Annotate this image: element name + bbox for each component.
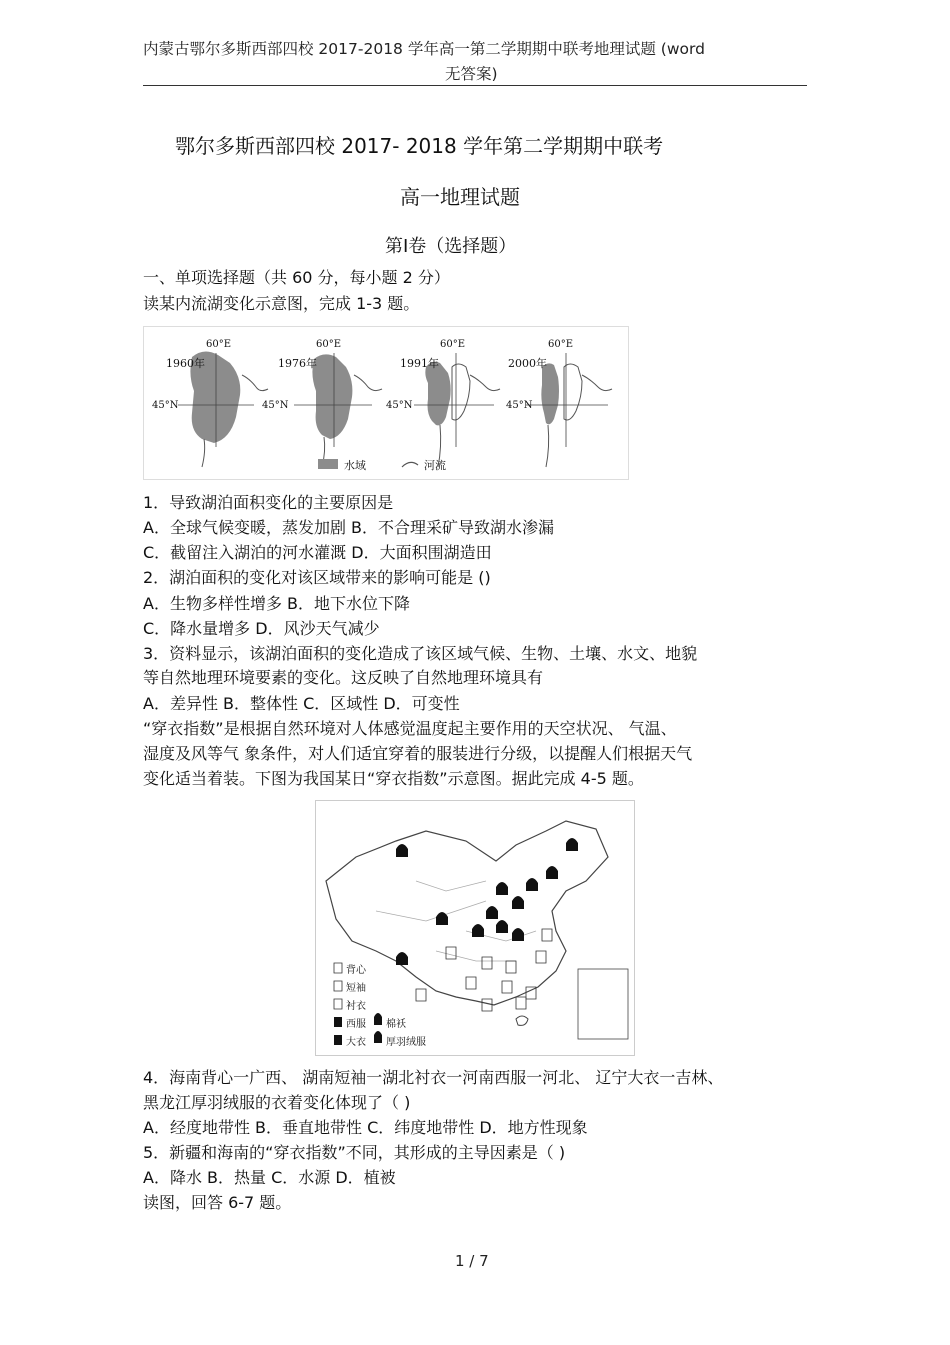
- question-4-line-2: 黑龙江厚羽绒服的衣着变化体现了（ ): [143, 1093, 411, 1112]
- panel-lon-1976: 60°E: [316, 339, 342, 350]
- panel-year-1976: 1976年: [278, 357, 317, 370]
- panel-year-1960: 1960年: [166, 357, 205, 370]
- question-5: 5．新疆和海南的“穿衣指数”不同，其形成的主导因素是（ ): [143, 1143, 566, 1162]
- panel-year-2000: 2000年: [508, 357, 547, 370]
- question-3-line-1: 3．资料显示，该湖泊面积的变化造成了该区域气候、生物、土壤、水文、地貌: [143, 644, 698, 663]
- exam-title: 鄂尔多斯西部四校 2017- 2018 学年第二学期期中联考: [175, 134, 664, 158]
- header-rule: [143, 85, 807, 86]
- question-2: 2．湖泊面积的变化对该区域带来的影响可能是 (): [143, 568, 491, 587]
- doc-header-line-1: 内蒙古鄂尔多斯西部四校 2017-2018 学年高一第二学期期中联考地理试题 (word: [143, 40, 705, 58]
- south-china-sea-inset: [578, 969, 628, 1039]
- q1-options-cd: C．截留注入湖泊的河水灌溉 D．大面积围湖造田: [143, 543, 492, 562]
- panel-lat-1991: 45°N: [386, 400, 413, 411]
- legend-short-sleeve: 短袖: [346, 983, 366, 994]
- lake-change-figure: [143, 326, 629, 480]
- china-clothing-index-map: [315, 800, 635, 1056]
- next-figure-intro: 读图，回答 6-7 题。: [143, 1193, 292, 1212]
- legend-water-label: 水域: [344, 459, 366, 472]
- legend-river-label: 河流: [424, 459, 446, 472]
- q1-options-ab: A．全球气候变暖，蒸发加剧 B．不合理采矿导致湖水渗漏: [143, 518, 555, 537]
- q3-options: A．差异性 B．整体性 C．区域性 D．可变性: [143, 694, 460, 713]
- q2-options-cd: C．降水量增多 D．风沙天气减少: [143, 619, 380, 638]
- part-heading: 一、单项选择题（共 60 分，每小题 2 分）: [143, 268, 450, 287]
- panel-lon-2000: 60°E: [548, 339, 574, 350]
- passage-line-2: 湿度及风等气 象条件，对人们适宜穿着的服装进行分级，以提醒人们根据天气: [143, 744, 693, 763]
- legend-vest: 背心: [346, 965, 366, 976]
- legend-river-line: [402, 462, 418, 467]
- hainan-island: [516, 1016, 528, 1025]
- panel-lat-2000: 45°N: [506, 400, 533, 411]
- page-number: 1 / 7: [455, 1252, 489, 1270]
- q4-options: A．经度地带性 B．垂直地带性 C．纬度地带性 D．地方性现象: [143, 1118, 588, 1137]
- section-title: 第Ⅰ卷（选择题）: [385, 236, 517, 257]
- question-1: 1．导致湖泊面积变化的主要原因是: [143, 493, 394, 512]
- legend-cotton-coat: 棉袄: [386, 1019, 406, 1030]
- lake-intro: 读某内流湖变化示意图，完成 1-3 题。: [143, 294, 420, 313]
- passage-line-1: “穿衣指数”是根据自然环境对人体感觉温度起主要作用的天空状况、 气温、: [143, 719, 677, 738]
- doc-header-line-2: 无答案): [445, 65, 498, 83]
- heavy-clothing-markers: [396, 838, 578, 965]
- panel-lon-1960: 60°E: [206, 339, 232, 350]
- question-4-line-1: 4．海南背心一广西、 湖南短袖一湖北衬衣一河南西服一河北、 辽宁大衣一吉林、: [143, 1068, 724, 1087]
- q2-options-ab: A．生物多样性增多 B．地下水位下降: [143, 594, 411, 613]
- light-clothing-markers: [416, 929, 552, 1011]
- question-3-line-2: 等自然地理环境要素的变化。这反映了自然地理环境具有: [143, 668, 544, 687]
- panel-lon-1991: 60°E: [440, 339, 466, 350]
- q5-options: A．降水 B．热量 C．水源 D．植被: [143, 1168, 396, 1187]
- passage-line-3: 变化适当着装。下图为我国某日“穿衣指数”示意图。据此完成 4-5 题。: [143, 769, 644, 788]
- legend-overcoat: 大衣: [346, 1037, 366, 1048]
- china-outline: [326, 821, 608, 1005]
- panel-lat-1960: 45°N: [152, 400, 179, 411]
- panel-lat-1976: 45°N: [262, 400, 289, 411]
- legend-down-jacket: 厚羽绒服: [386, 1037, 426, 1048]
- legend-suit: 西服: [346, 1019, 366, 1030]
- exam-subtitle: 高一地理试题: [400, 185, 520, 209]
- panel-year-1991: 1991年: [400, 357, 439, 370]
- legend-water-swatch: [318, 459, 338, 469]
- legend-shirt: 衬衣: [346, 1001, 366, 1012]
